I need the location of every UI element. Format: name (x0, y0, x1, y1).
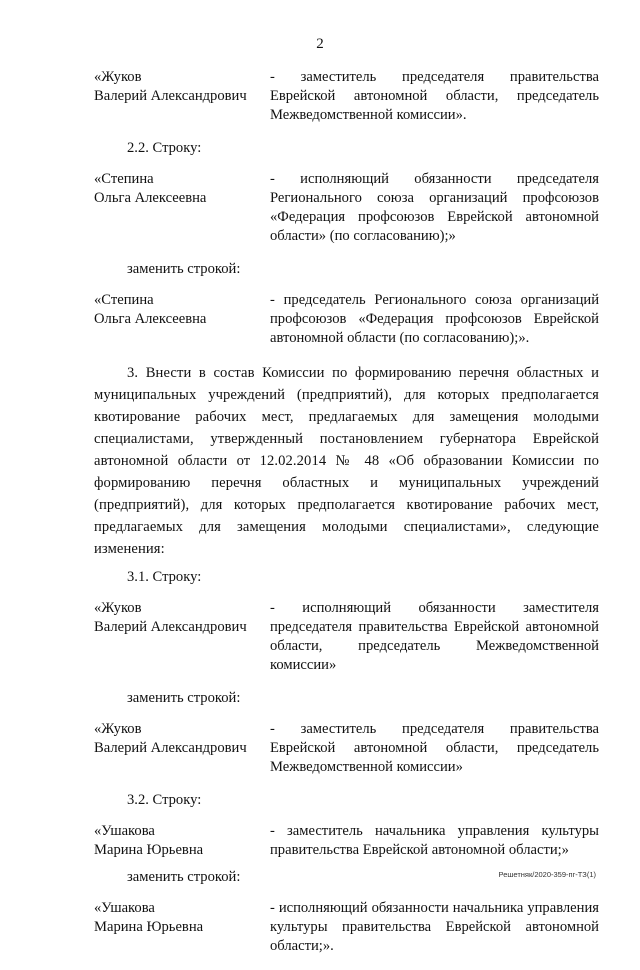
section-3-2-heading: 3.2. Строку: (127, 792, 202, 808)
section-2-2-replace-label: заменить строкой: (127, 261, 241, 277)
entry-zhukov-top (94, 68, 599, 125)
section-3-2-replacement-entry (94, 899, 599, 956)
paragraph-3: 3. Внести в состав Комиссии по формированию перечня областных и муниципальных учреждений (предприятий), для которых предполагается квотирование рабочих мест, предлагаемых для замещения молодыми специалистами, утвержденный постановлением губернатора Еврейской автономной области от 12.02.2014 № 48 «Об образовании Комиссии по формированию перечня областных и муниципальных учреждений (предприятий), для которых предполагается квотирование рабочих мест, предлагаемых для замещения молодыми специалистами», следующие изменения: (94, 365, 599, 557)
section-2-2-replacement-entry (94, 291, 599, 348)
entry-name: «Степина Ольга Алексеевна (94, 171, 207, 206)
entry-name: «Ушакова Марина Юрьевна (94, 900, 204, 935)
entry-role: - исполняющий обязанности председателя Регионального союза организаций профсоюзов «Федерация профсоюзов Еврейской автономной области» (по согласованию);» (270, 171, 599, 244)
entry-name: «Ушакова Марина Юрьевна (94, 823, 204, 858)
section-2-2-heading: 2.2. Строку: (127, 140, 202, 156)
entry-role: - исполняющий обязанности заместителя председателя правительства Еврейской автономной области, председатель Межведомственной комиссии» (270, 600, 599, 673)
entry-role: - заместитель председателя правительства Еврейской автономной области, председатель Межведомственной комиссии». (270, 69, 599, 123)
section-3-1-heading: 3.1. Строку: (127, 569, 202, 585)
page-number: 2 (316, 36, 324, 52)
entry-role: - исполняющий обязанности начальника управления культуры правительства Еврейской автономной области;». (270, 900, 599, 954)
entry-name: «Жуков Валерий Александрович (94, 721, 247, 756)
section-3-2-original-entry (94, 822, 599, 860)
entry-name: «Жуков Валерий Александрович (94, 600, 247, 635)
section-3-1-replace-label: заменить строкой: (127, 690, 241, 706)
entry-name: «Жуков Валерий Александрович (94, 69, 247, 104)
entry-role: - председатель Регионального союза организаций профсоюзов «Федерация профсоюзов Еврейской автономной области (по согласованию);». (270, 292, 599, 346)
entry-name: «Степина Ольга Алексеевна (94, 292, 207, 327)
document-body (94, 68, 599, 970)
section-3-1-original-entry (94, 599, 599, 675)
section-3-2-replace-label: заменить строкой: (127, 869, 241, 885)
entry-role: - заместитель председателя правительства Еврейской автономной области, председатель Межведомственной комиссии» (270, 721, 599, 775)
document-footer-code: Решетняк/2020-359-пг-ТЗ(1) (498, 870, 596, 879)
section-3-1-replacement-entry (94, 720, 599, 777)
section-2-2-original-entry (94, 170, 599, 246)
entry-role: - заместитель начальника управления культуры правительства Еврейской автономной области;» (270, 823, 599, 858)
